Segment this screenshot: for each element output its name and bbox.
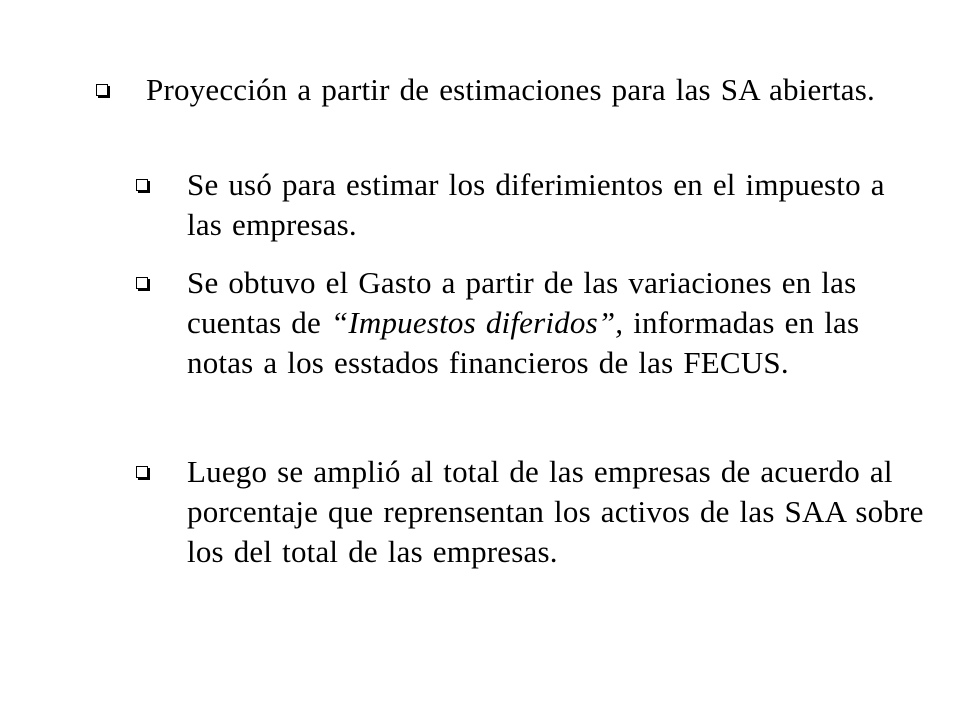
bullet-sub-2-text (187, 263, 927, 383)
checkbox-bullet-icon (136, 466, 148, 478)
bullet-main-text: Proyección a partir de estimaciones para las SA abiertas. (146, 72, 875, 107)
bullet-sub-2-text-start: Se obtuvo el Gasto a partir de las variaciones en las cuentas de (187, 265, 857, 340)
bullet-sub-2 (136, 263, 927, 383)
checkbox-bullet-icon (96, 84, 108, 96)
bullet-sub-2-italic-term: “Impuestos diferidos”, (330, 305, 624, 340)
bullet-sub-2-text-end: informadas en las notas a los esstados financieros de las FECUS. (187, 305, 860, 380)
checkbox-bullet-icon (136, 277, 148, 289)
bullet-sub-3 (136, 452, 927, 572)
bullet-sub-1-text: Se usó para estimar los diferimientos en el impuesto a las empresas. (187, 167, 885, 242)
checkbox-bullet-icon (136, 179, 148, 191)
bullet-sub-1 (136, 165, 927, 245)
bullet-sub-3-text: Luego se amplió al total de las empresas de acuerdo al porcentaje que reprensentan los activos de las SAA sobre los del total de las empresas. (187, 454, 924, 569)
bullet-main (96, 70, 876, 110)
